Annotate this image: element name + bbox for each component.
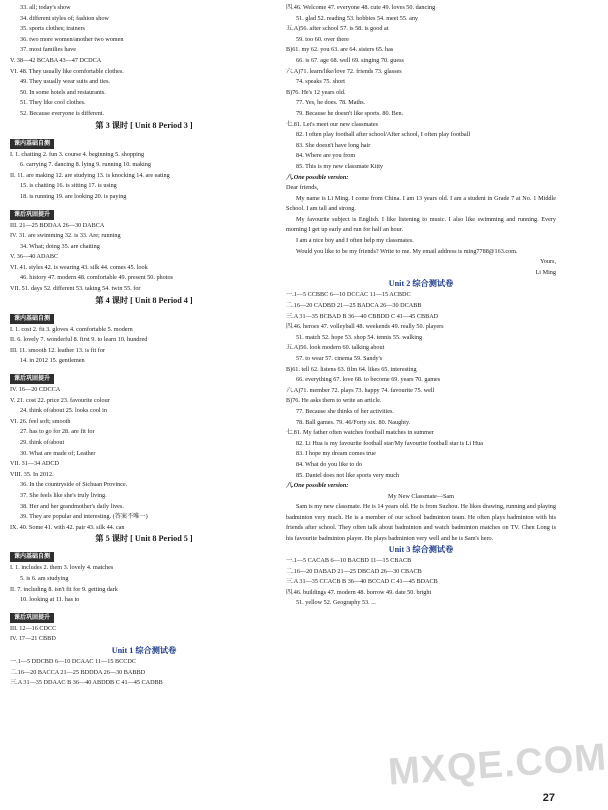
answer-line: 85. This is my new classmate Kitty: [296, 162, 384, 170]
answer-line: V. 36—40 ADABC: [10, 253, 59, 261]
subsection-row: [10, 545, 278, 563]
subsection-label: 课后巩固提升: [10, 613, 54, 623]
answer-line: 35. sports clothes; trainers: [20, 25, 85, 33]
answer-line: B)61. tell 62. listens 63. film 64. likes 65. interesting: [286, 365, 417, 373]
answer-line: 77. Because she thinks of her activities.: [296, 407, 394, 415]
answer-line: B)61. my 62. you 63. are 64. sisters 65. has: [286, 46, 394, 54]
answer-line: I. 1. cost 2. fit 3. gloves 4. comfortable 5. modern: [10, 325, 133, 333]
letter-signoff: Li Ming: [535, 268, 556, 276]
answer-line: B)76. He asks them to write an article.: [286, 397, 382, 405]
answer-line: 四.46. heroes 47. volleyball 48. weekends 49. really 50. players: [286, 323, 444, 331]
sample-essay-label: 八.One possible version:: [286, 173, 349, 181]
answer-line: 84. Where are you from: [296, 152, 356, 160]
answer-line: 82. I often play football after school/After school, I often play football: [296, 131, 471, 139]
subsection-row: [10, 132, 278, 150]
page-number: 27: [542, 792, 555, 804]
answer-line: III. 11. smooth 12. leather 13. is fit for: [10, 346, 105, 354]
answer-line: 七.81. Let's meet our new classmates: [286, 120, 379, 128]
answer-line: I. 1. includes 2. them 3. lovely 4. matches: [10, 564, 114, 572]
subsection-row: [10, 367, 278, 385]
subsection-label: 课后巩固提升: [10, 374, 54, 384]
answer-line: 46. history 47. modern 48. comfortable 49. present 50. photos: [20, 274, 173, 282]
answer-line: 51. glad 52. reading 53. hobbies 54. meet 55. any: [296, 14, 419, 22]
answer-line: IV. 17—21 CBBD: [10, 635, 56, 643]
answer-line: 51. match 52. hope 53. shop 54. tennis 55. walking: [296, 333, 423, 341]
watermark-logo: MXQE.COM: [386, 736, 608, 794]
answer-line: 5. is 6. am studying: [20, 574, 69, 582]
answer-line: 14. in 2012 15. gentlemen: [20, 357, 85, 365]
sample-essay-label: 八.One possible version:: [286, 482, 349, 490]
essay-paragraph: I am a nice boy and I often help my classmates.: [296, 237, 414, 245]
answer-line: 50. In some hotels and restaurants.: [20, 88, 106, 96]
answer-line: VIII. 35. In 2012.: [10, 470, 54, 478]
section-heading: 第 4 课时 [ Unit 8 Period 4 ]: [95, 295, 193, 305]
right-answer-column: [286, 3, 556, 609]
answer-line: 66. is 67. age 68. well 69. singing 70. guess: [296, 56, 404, 64]
answer-line: 82. Li Hua is my favourite football star/My favourite football star is Li Hua: [296, 439, 483, 447]
answer-line: 四.46. buildings 47. modern 48. borrow 49. date 50. bright: [286, 588, 432, 596]
answer-line: 24. think of/about 25. looks cool in: [20, 407, 107, 415]
answer-line: 85. Daniel does not like sports very much: [296, 471, 400, 479]
answer-line: 51. yellow 52. Geography 53. ...: [296, 599, 376, 607]
answer-line: VI. 41. styles 42. is wearing 43. silk 44. comes 45. look: [10, 263, 148, 271]
answer-line: 33. all; today's show: [20, 4, 71, 11]
answer-line: VII. 31—34 ADCD: [10, 460, 59, 468]
answer-line: 74. speaks 75. short: [296, 78, 345, 86]
answer-line: 10. looking at 11. has to: [20, 596, 80, 604]
answer-line: 18. is running 19. are looking 20. is paying: [20, 192, 127, 200]
section-heading: Unit 1 综合测试卷: [111, 645, 177, 655]
answer-line: V. 38—42 BCABA 43—47 DCDCA: [10, 56, 102, 64]
answer-line: 38. Her and her grandmother's daily lives.: [20, 502, 124, 510]
answer-line: VII. 51. days 52. different 53. taking 54. twin 55. for: [10, 285, 141, 293]
essay-paragraph: My name is Li Ming. I come from China. I am 13 years old. I am a student in Grade 7 at No. 1 Middle School. I am tall and strong.: [286, 194, 556, 213]
answer-line: 6. carrying 7. dancing 8. lying 9. running 10. making: [20, 161, 151, 169]
answer-line: IX. 40. Some 41. with 42. pair 43. silk 44. can: [10, 523, 125, 531]
answer-line: III. 21—25 BDDAA 26—30 DABCA: [10, 221, 105, 229]
answer-line: 83. I hope my dream comes true: [296, 450, 376, 458]
section-heading: Unit 2 综合测试卷: [388, 279, 454, 289]
answer-line: 七.81. My father often watches football matches in summer: [286, 429, 434, 437]
subsection-label: 课内基础自测: [10, 314, 54, 324]
answer-line: 51. They like cool clothes.: [20, 99, 86, 107]
answer-line: II. 11. are making 12. are studying 13. is knocking 14. are eating: [10, 171, 170, 179]
answer-line: 五.A)56. after school 57. is 58. is good at: [286, 25, 389, 33]
answer-line: II. 6. lovely 7. wonderful 8. first 9. to learn 10. hundred: [10, 336, 148, 344]
answer-line: 37. She feels like she's truly living.: [20, 491, 107, 499]
essay-paragraph: My favourite subject is English. I like listening to music. I also like swimming and running. Every morning I get up early and run for half an hour.: [286, 215, 556, 234]
answer-line: III. 12—16 CDCC: [10, 624, 57, 632]
answer-line: 30. What are made of; Leather: [20, 449, 96, 457]
answer-line: 83. She doesn't have long hair: [296, 141, 371, 149]
subsection-row: [10, 307, 278, 325]
answer-line: 77. Yes, he does. 78. Maths.: [296, 99, 366, 107]
section-heading: 第 5 课时 [ Unit 8 Period 5 ]: [95, 534, 193, 544]
answer-line: Dear friends,: [286, 184, 319, 192]
subsection-label: 课后巩固提升: [10, 210, 54, 220]
subsection-label: 课内基础自测: [10, 139, 54, 149]
answer-line: 一.1—5 CACAB 6—10 BACBD 11—15 CBACB: [286, 556, 412, 564]
answer-line: 79. Because he doesn't like sports. 80. Ben.: [296, 109, 404, 117]
answer-line: VI. 26. feel soft; smooth: [10, 417, 71, 425]
answer-line: 59. too 60. over there: [296, 35, 349, 43]
answer-line: 34. What; doing 35. are chatting: [20, 242, 100, 250]
answer-line: 37. most families have: [20, 46, 77, 54]
answer-line: 三.A 31—35 BCBAD B 36—40 CBBDD C 41—45 CBBAD: [286, 312, 439, 320]
section-heading: Unit 3 综合测试卷: [388, 544, 454, 554]
answer-line: IV. 31. are swimming 32. is 33. Are; running: [10, 232, 121, 240]
answer-line: 36. In the countryside of Sichuan Province.: [20, 481, 128, 489]
answer-line: 66. everything 67. love 68. to become 69. years 70. games: [296, 376, 441, 384]
answer-line: 一.1—5 CCBBC 6—10 DCCAC 11—15 ACBDC: [286, 291, 411, 299]
answer-line: 六.A)71. member 72. plays 73. happy 74. favourite 75. well: [286, 386, 435, 394]
answer-line: V. 21. cost 22. price 23. favourite colour: [10, 396, 110, 404]
answer-line: 三.A 31—35 DDAAC B 36—40 ABDDB C 41—45 CADBB: [10, 679, 163, 687]
essay-paragraph: Would you like to be my friends? Write to me. My email address is ming7788@163.com.: [296, 247, 518, 255]
answer-line: 78. Ball games. 79. 46/Forty six. 80. Naughty.: [296, 418, 411, 426]
answer-line: IV. 16—20 CDCCA: [10, 386, 61, 394]
answer-line: 二.16—20 BACCA 21—25 BDDDA 26—30 BABBD: [10, 668, 146, 676]
answer-line: 84. What do you like to do: [296, 460, 363, 468]
answer-line: 36. two more women/another two women: [20, 35, 124, 43]
letter-signoff: Yours,: [539, 258, 556, 266]
answer-line: B)76. He's 12 years old.: [286, 88, 346, 96]
answer-line: 四.46. Welcome 47. everyone 48. cute 49. loves 50. dancing: [286, 4, 436, 11]
section-heading: 第 3 课时 [ Unit 8 Period 3 ]: [95, 120, 193, 130]
answer-line: 15. is chatting 16. is sitting 17. is using: [20, 182, 117, 190]
answer-line: 三.A 31—35 CCACB B 36—40 BCCAD C 41—45 BDACB: [286, 578, 438, 586]
answer-line: 27. has to go for 28. are fit for: [20, 428, 95, 436]
subsection-label: 课内基础自测: [10, 552, 54, 562]
answer-line: 52. Because everyone is different.: [20, 109, 105, 117]
answer-line: 34. different styles of; fashion show: [20, 14, 109, 22]
answer-line: 五.A)56. look modern 60. talking about: [286, 344, 385, 352]
answer-line: 49. They usually wear suits and ties.: [20, 78, 110, 86]
left-answer-column: [10, 3, 278, 689]
answer-line: I. 1. chatting 2. fun 3. course 4. beginning 5. shopping: [10, 150, 145, 158]
subsection-row: [10, 606, 278, 624]
essay-title: My New Classmate—Sam: [388, 492, 454, 500]
answer-line: 57. to wear 57. cinema 59. Sandy's: [296, 355, 383, 362]
answer-line: 39. They are popular and interesting. (答案不唯一): [20, 513, 148, 521]
answer-line: II. 7. including 8. isn't fit for 9. getting dark: [10, 585, 118, 593]
answer-line: 二.16—20 DABAD 21—25 DBCAD 26—30 CBACB: [286, 567, 422, 575]
answer-line: VI. 48. They usually like comfortable clothes.: [10, 67, 124, 75]
answer-line: 二.16—20 CADBD 21—25 BADCA 26—30 DCABB: [286, 302, 422, 310]
answer-line: 一.1—5 DDCBD 6—10 DCAAC 11—15 BCCDC: [10, 657, 136, 665]
answer-line: 六.A)71. learn/like/love 72. friends 73. glasses: [286, 67, 402, 75]
essay-paragraph: Sam is my new classmate. He is 14 years old. He is from Suzhou. He likes drawing, running and playing badminton very much. He is a member of our school badminton team. He often plays badminton with his friends after school. They often talk about badminton and watch badminton matches on TV. Chen Long is his favourite badminton player. He plays badminton very well and he is Sam's hero.: [286, 503, 556, 542]
subsection-row: [10, 203, 278, 221]
answer-line: 29. think of/about: [20, 439, 65, 446]
